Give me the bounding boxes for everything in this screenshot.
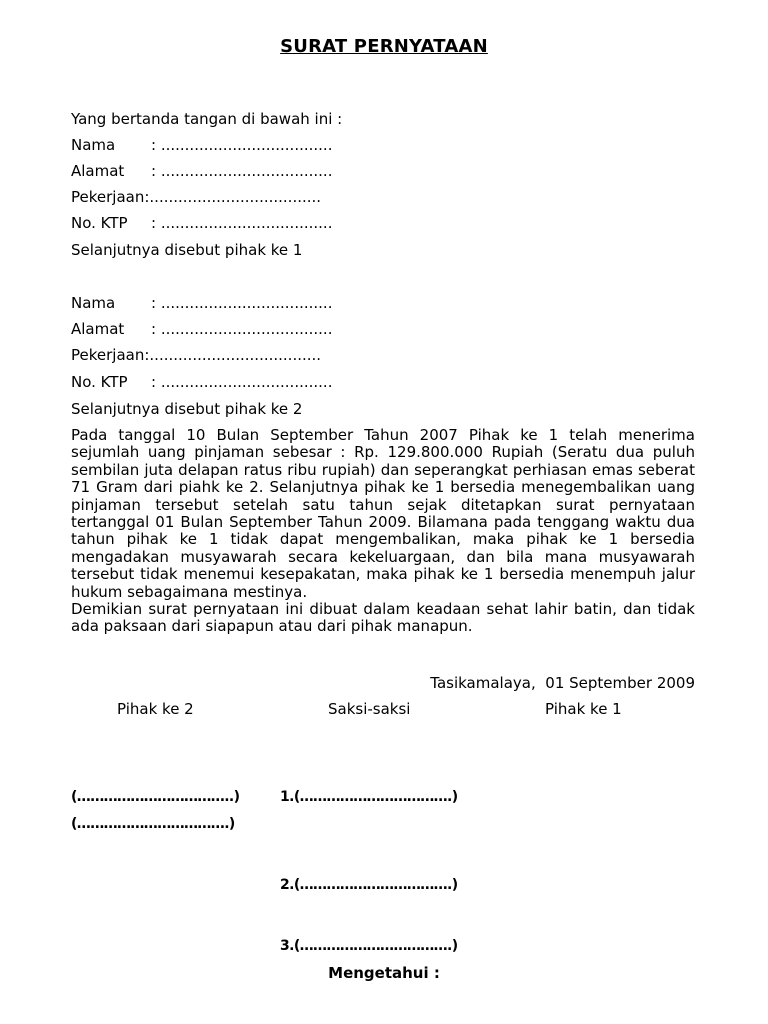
party2-designation: Selanjutnya disebut pihak ke 2 xyxy=(71,400,303,418)
place-date: Tasikamalaya, 01 September 2009 xyxy=(430,674,695,692)
intro-text: Yang bertanda tangan di bawah ini : xyxy=(71,110,343,128)
field-value: : .................................... xyxy=(151,162,333,180)
field-label: Nama xyxy=(71,136,116,154)
closing-paragraph: Demikian surat pernyataan ini dibuat dalam keadaan sehat lahir batin, dan tidak ada paksaan dari siapapun atau dari pihak manapun. xyxy=(71,600,695,636)
field-value: : .................................... xyxy=(151,136,333,154)
field-label: Alamat xyxy=(71,162,125,180)
field-label: No. KTP xyxy=(71,214,128,232)
field-label: Pekerjaan xyxy=(71,188,145,206)
signature-line-witness-3: 3.(…………………………….) xyxy=(280,938,458,954)
party1-name-row xyxy=(71,136,332,154)
field-label: Pekerjaan xyxy=(71,346,145,364)
field-value: :.................................... xyxy=(144,188,322,206)
statement-body xyxy=(71,427,695,636)
signature-line-party2: (……………………………..) xyxy=(71,789,240,805)
signature-line-party1: (…………………………….) xyxy=(71,816,235,832)
signature-heading-party1: Pihak ke 1 xyxy=(545,700,622,718)
field-value: : .................................... xyxy=(151,214,333,232)
field-value: :.................................... xyxy=(144,346,322,364)
party1-ktp-row xyxy=(71,214,332,232)
field-value: : .................................... xyxy=(151,373,333,391)
party2-name-row xyxy=(71,294,332,312)
field-value: : .................................... xyxy=(151,294,333,312)
party1-address-row xyxy=(71,162,332,180)
field-label: Nama xyxy=(71,294,116,312)
party1-occupation-row xyxy=(71,188,321,206)
letter-title: SURAT PERNYATAAN xyxy=(280,36,488,57)
body-paragraph: Pada tanggal 10 Bulan September Tahun 2007 Pihak ke 1 telah menerima sejumlah uang pinjaman sebesar : Rp. 129.800.000 Rupiah (Seratu dua puluh sembilan juta delapan ratus ribu rupiah) dan seperangkat perhiasan emas seberat 71 Gram dari piahk ke 2. Selanjutnya pihak ke 1 bersedia menegembalikan uang pinjaman tersebut setelah satu tahun sejak ditetapkan surat pernyataan tertanggal 01 Bulan September Tahun 2009. Bilamana pada tenggang waktu dua tahun pihak ke 1 tidak dapat mengembalikan, maka pihak ke 1 bersedia mengadakan musyawarah secara kekeluargaan, dan bila mana musyawarah tersebut tidak menemui kesepakatan, maka pihak ke 1 bersedia menempuh jalur hukum sebagaimana mestinya. xyxy=(71,426,695,601)
signature-heading-witnesses: Saksi-saksi xyxy=(328,700,411,718)
acknowledged-heading: Mengetahui : xyxy=(328,964,440,982)
signature-line-witness-2: 2.(…………………………….) xyxy=(280,877,458,893)
field-label: No. KTP xyxy=(71,373,128,391)
party1-designation: Selanjutnya disebut pihak ke 1 xyxy=(71,241,303,259)
field-label: Alamat xyxy=(71,320,125,338)
party2-ktp-row xyxy=(71,373,332,391)
field-value: : .................................... xyxy=(151,320,333,338)
party2-address-row xyxy=(71,320,332,338)
signature-heading-party2: Pihak ke 2 xyxy=(117,700,194,718)
party2-occupation-row xyxy=(71,346,321,364)
signature-line-witness-1: 1.(…………………………….) xyxy=(280,789,458,805)
